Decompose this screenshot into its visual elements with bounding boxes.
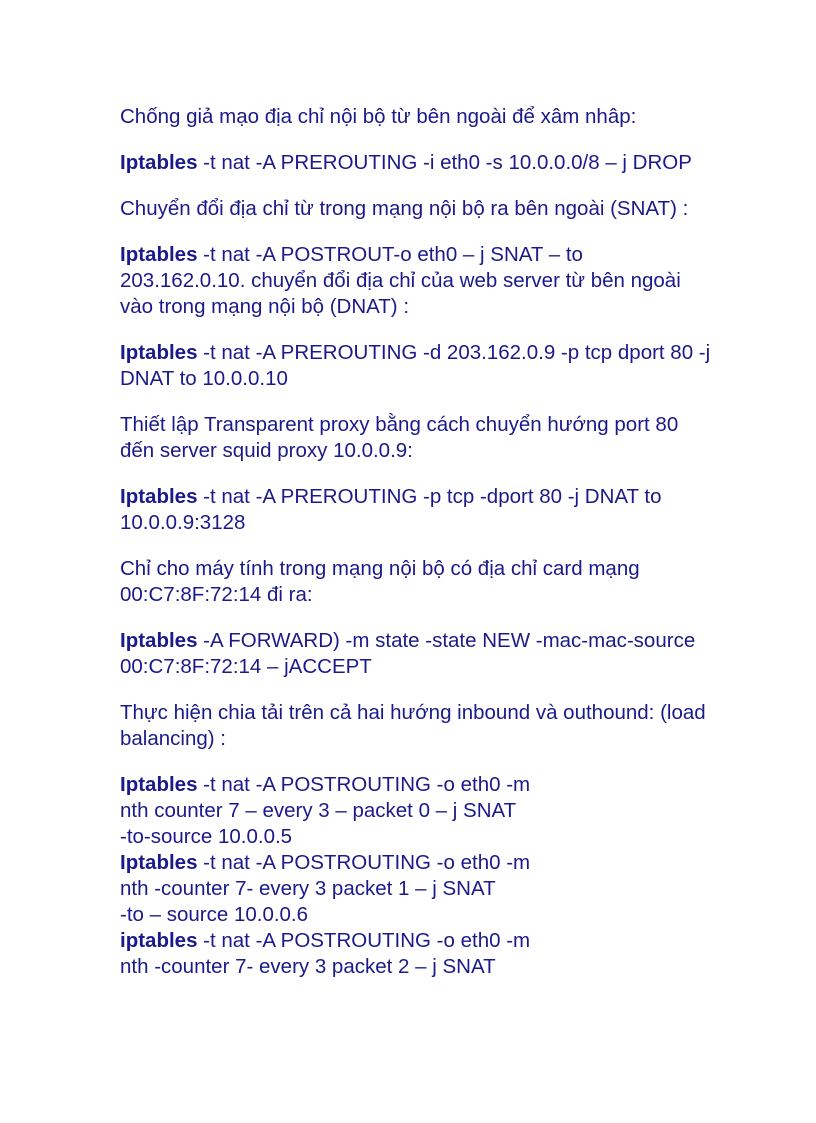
paragraph-command-snat [120, 242, 760, 320]
document-body [120, 104, 760, 980]
paragraph-text: Chuyển đổi địa chỉ từ trong mạng nội bộ ra bên ngoài (SNAT) : [120, 197, 689, 220]
command-keyword: Iptables [120, 851, 198, 874]
command-keyword: Iptables [120, 151, 198, 174]
paragraph-text: Thực hiện chia tải trên cả hai hướng inbound và outhound: (load balancing) : [120, 701, 706, 750]
command-text: -t nat -A POSTROUTING -o eth0 -m nth -counter 7- every 3 packet 2 – j SNAT [120, 929, 531, 978]
command-text: -t nat -A PREROUTING -p tcp -dport 80 -j DNAT to 10.0.0.9:3128 [120, 485, 662, 534]
paragraph-command-lb-1 [120, 772, 760, 850]
command-keyword: Iptables [120, 243, 198, 266]
command-text: -A FORWARD) -m state -state NEW -mac-mac-source 00:C7:8F:72:14 – jACCEPT [120, 629, 696, 678]
paragraph-command-lb-3 [120, 928, 760, 980]
paragraph-text: Chỉ cho máy tính trong mạng nội bộ có địa chỉ card mạng 00:C7:8F:72:14 đi ra: [120, 557, 640, 606]
paragraph-command-mac [120, 628, 760, 680]
paragraph-spoofing-heading [120, 104, 760, 130]
paragraph-command-dnat [120, 340, 760, 392]
paragraph-command-proxy [120, 484, 760, 536]
paragraph-text: Chống giả mạo địa chỉ nội bộ từ bên ngoài để xâm nhâp: [120, 105, 637, 128]
paragraph-proxy-heading [120, 412, 760, 464]
command-text: -t nat -A POSTROUTING -o eth0 -m nth -counter 7- every 3 packet 1 – j SNAT -to – source 10.0.0.6 [120, 851, 531, 926]
command-keyword: Iptables [120, 341, 198, 364]
paragraph-command-lb-2 [120, 850, 760, 928]
command-keyword: Iptables [120, 773, 198, 796]
paragraph-snat-heading [120, 196, 760, 222]
paragraph-command-drop [120, 150, 760, 176]
command-keyword: iptables [120, 929, 198, 952]
paragraph-mac-heading [120, 556, 760, 608]
command-text: -t nat -A POSTROUT-o eth0 – j SNAT – to 203.162.0.10. chuyển đổi địa chỉ của web server từ bên ngoài vào trong mạng nội bộ (DNAT) : [120, 243, 681, 318]
command-text: -t nat -A PREROUTING -d 203.162.0.9 -p tcp dport 80 -j DNAT to 10.0.0.10 [120, 341, 711, 390]
command-keyword: Iptables [120, 629, 198, 652]
paragraph-loadbalance-heading [120, 700, 760, 752]
command-text: -t nat -A POSTROUTING -o eth0 -m nth counter 7 – every 3 – packet 0 – j SNAT -to-source 10.0.0.5 [120, 773, 531, 848]
command-text: -t nat -A PREROUTING -i eth0 -s 10.0.0.0/8 – j DROP [197, 151, 692, 174]
command-keyword: Iptables [120, 485, 198, 508]
paragraph-text: Thiết lập Transparent proxy bằng cách chuyển hướng port 80 đến server squid proxy 10.0.0.9: [120, 413, 679, 462]
